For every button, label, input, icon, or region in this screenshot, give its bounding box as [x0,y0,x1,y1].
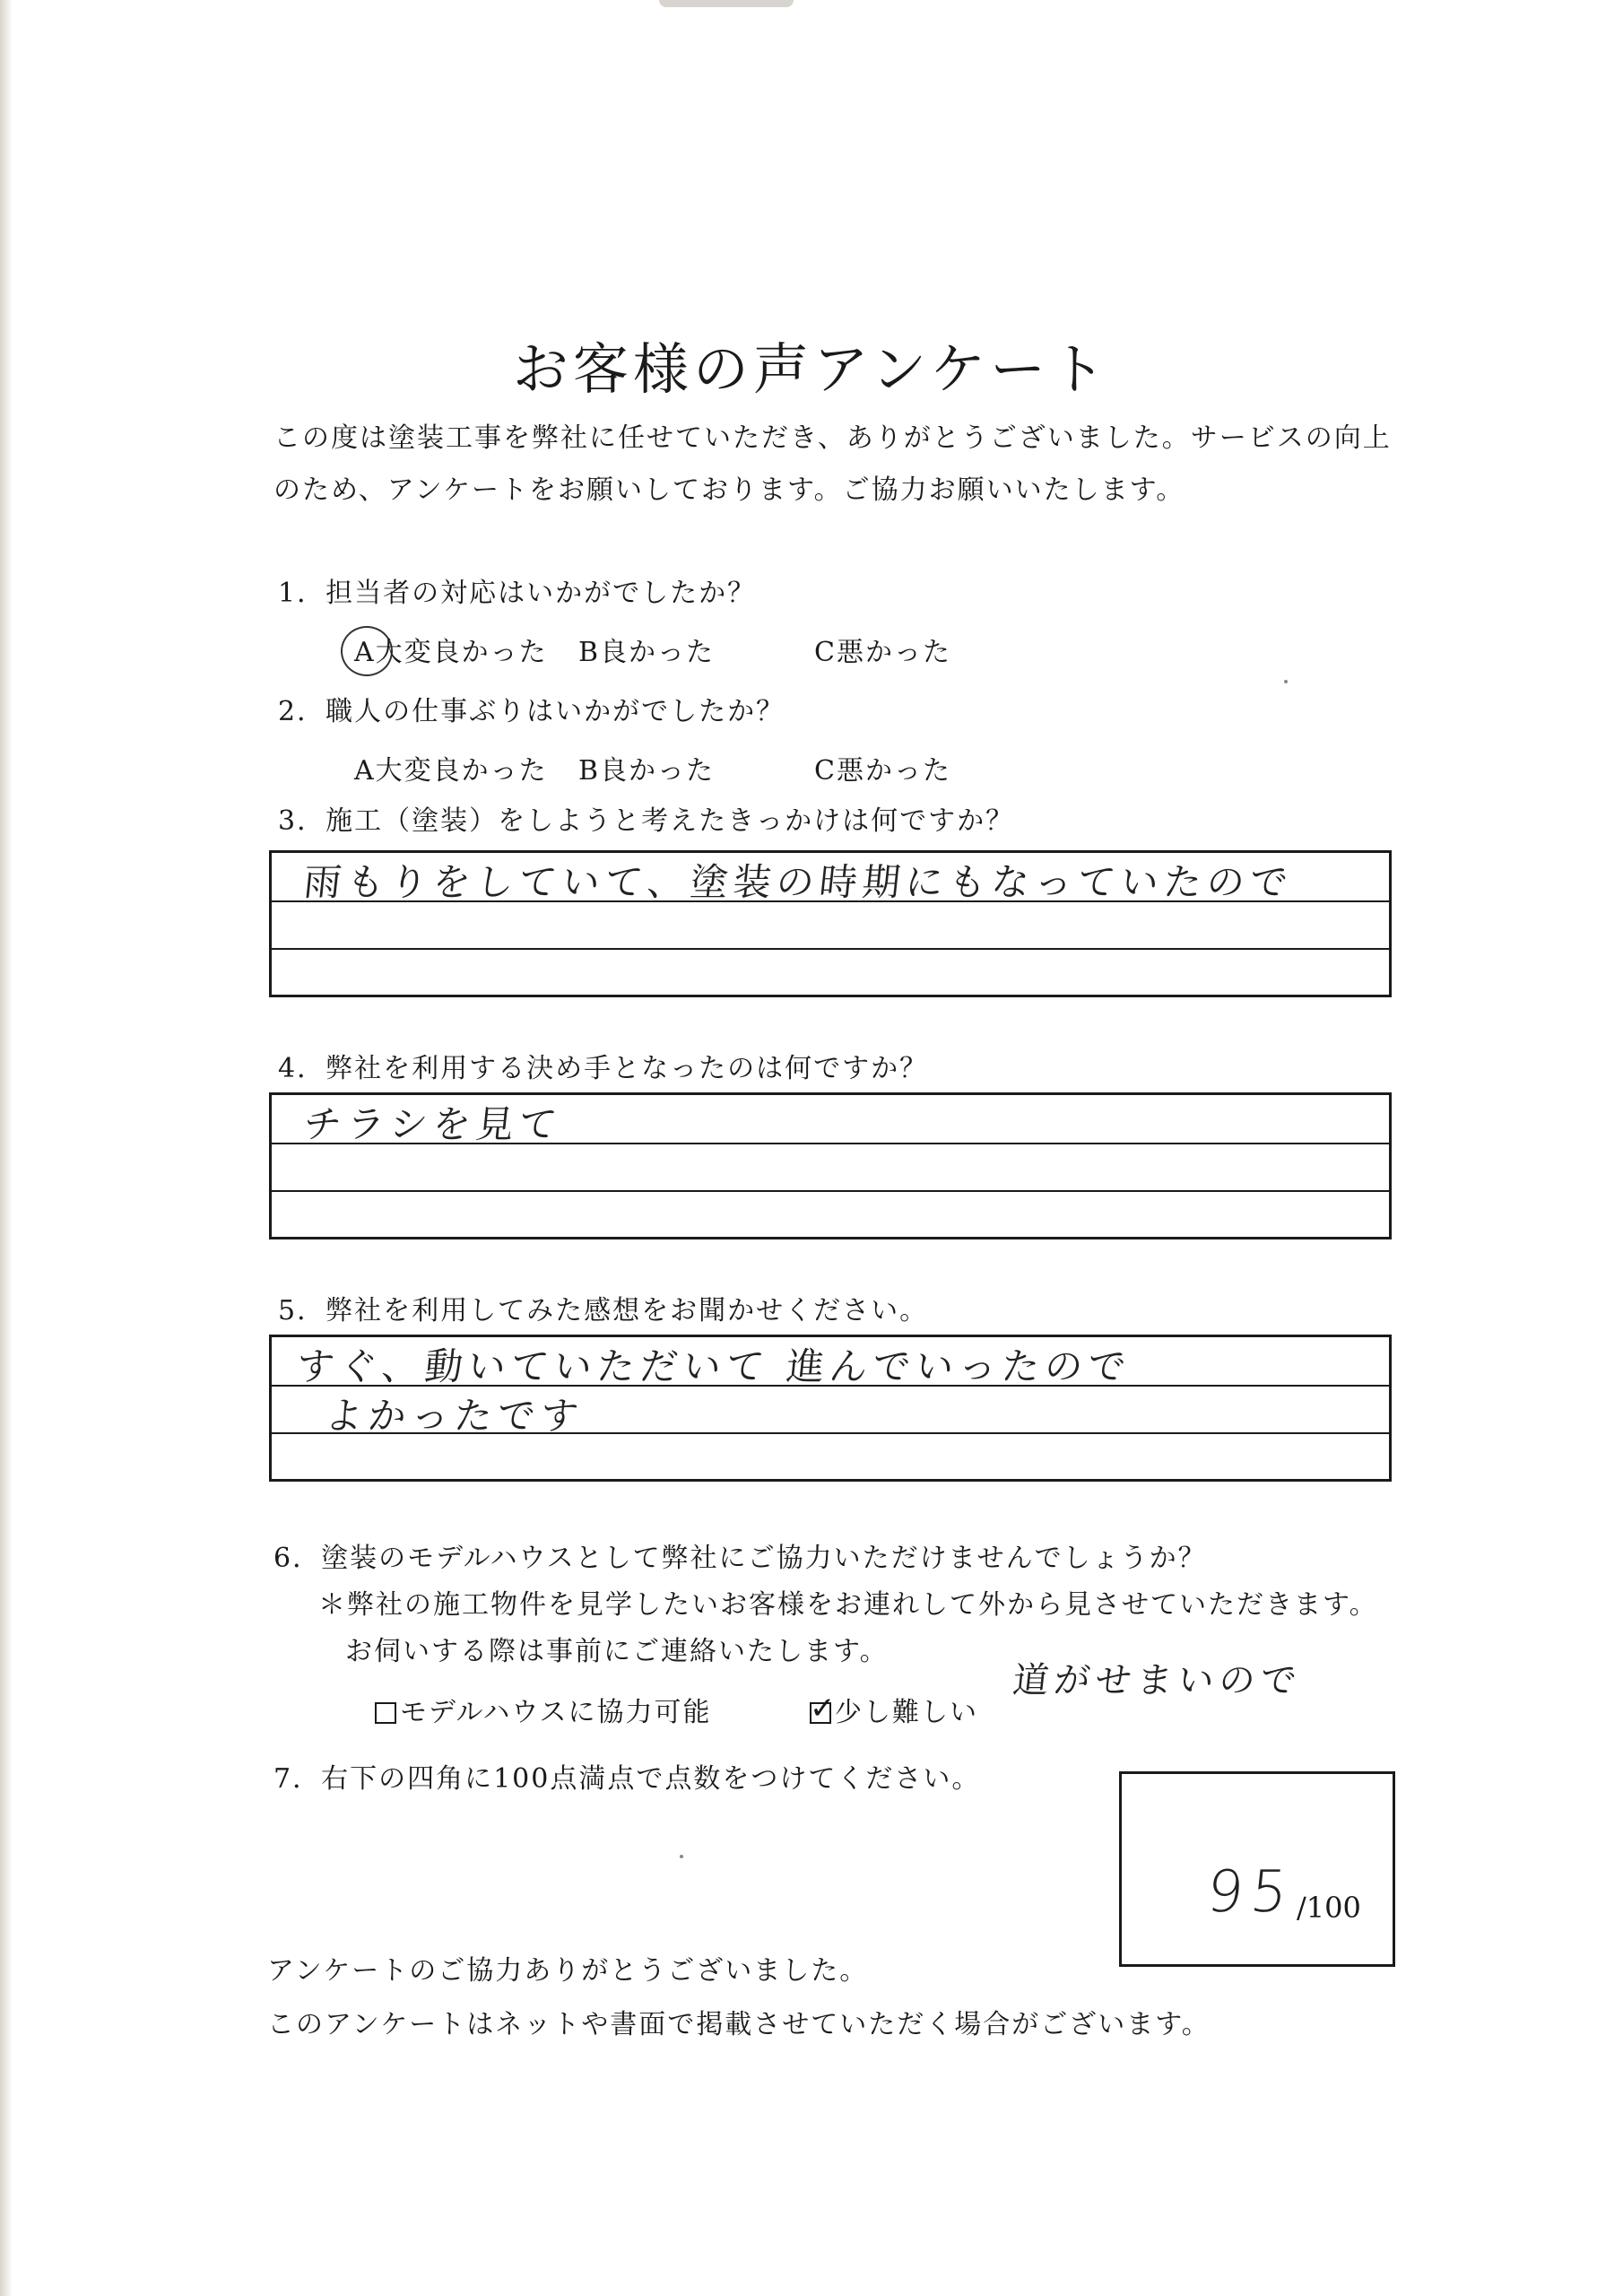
q4-answer-line-2[interactable] [272,1144,1389,1192]
intro-line-2: のため、アンケートをお願いしております。ご協力お願いいたします。 [273,474,1185,506]
q2-option-a[interactable]: A大変良かった [354,755,548,787]
q3-handwritten-answer: 雨もりをしていて、塗装の時期にもなっていたので [301,860,1296,904]
q3-answer-line-2[interactable] [272,902,1389,950]
q6-option-no[interactable] [810,1690,978,1729]
question-2: 2．職人の仕事ぶりはいかがでしたか？ [278,696,785,727]
closing-text [267,1944,1211,2052]
q5-answer-line-2[interactable] [272,1387,1389,1438]
q2-option-b[interactable]: B良かった [578,755,716,787]
score-max: /100 [1297,1891,1361,1925]
q5-answer-line-1[interactable] [272,1337,1389,1387]
q6-option-yes-label: モデルハウスに協力可能 [400,1697,712,1728]
scan-tape-mark [659,0,794,7]
q6-handwritten-reason: 道がせまいので [1011,1660,1305,1701]
q5-answer-box[interactable] [269,1335,1392,1482]
intro-text [273,413,1457,517]
q5-answer-line-3[interactable] [272,1434,1389,1479]
q6-yes-checkbox[interactable] [375,1702,396,1724]
question-1: 1．担当者の対応はいかがでしたか？ [278,578,757,609]
question-5: 5．弊社を利用してみた感想をお聞かせください。 [278,1295,929,1326]
survey-title: お客様の声アンケート [512,336,1111,402]
q1-option-a[interactable]: A大変良かった [354,637,548,668]
checkmark-icon: ✓ [810,1691,838,1726]
q4-answer-box[interactable] [269,1092,1392,1239]
question-7: 7．右下の四角に100点満点で点数をつけてください。 [273,1763,981,1795]
q6-note-1: ＊弊社の施工物件を見学したいお客様をお連れして外から見させていただきます。 [318,1589,1378,1621]
q3-answer-line-3[interactable] [272,950,1389,995]
question-4: 4．弊社を利用する決め手となったのは何ですか？ [278,1053,929,1084]
q3-answer-line-1[interactable] [272,853,1389,902]
scan-speck [680,1855,683,1858]
question-6: 6．塗装のモデルハウスとして弊社にご協力いただけませんでしょうか？ [273,1543,1207,1574]
question-3: 3．施工（塗装）をしようと考えたきっかけは何ですか？ [278,805,1015,837]
q6-option-yes[interactable] [375,1690,712,1729]
scan-speck [1284,680,1288,683]
q1-option-b[interactable]: B良かった [578,637,716,668]
closing-line-1: アンケートのご協力ありがとうございました。 [267,1955,869,1987]
q5-handwritten-answer-2: よかったです [323,1394,586,1438]
q4-handwritten-answer: チラシを見て [301,1102,565,1146]
score-box[interactable] [1119,1771,1395,1967]
score-value: 95 [1203,1859,1298,1926]
q4-answer-line-1[interactable] [272,1095,1389,1144]
q2-option-c[interactable]: C悪かった [814,755,951,787]
q5-handwritten-answer-1: すぐ、動いていただいて 進んでいったので [294,1344,1133,1388]
q6-note-2: お伺いする際は事前にご連絡いたします。 [345,1636,889,1667]
q6-no-checkbox[interactable] [810,1691,838,1726]
q1-option-c[interactable]: C悪かった [814,637,951,668]
q4-answer-line-3[interactable] [272,1192,1389,1237]
intro-line-1: この度は塗装工事を弊社に任せていただき、ありがとうございました。サービスの向上 [273,422,1392,454]
q6-option-no-label: 少し難しい [835,1697,978,1728]
closing-line-2: このアンケートはネットや書面で掲載させていただく場合がございます。 [267,2009,1211,2040]
q3-answer-box[interactable] [269,850,1392,997]
